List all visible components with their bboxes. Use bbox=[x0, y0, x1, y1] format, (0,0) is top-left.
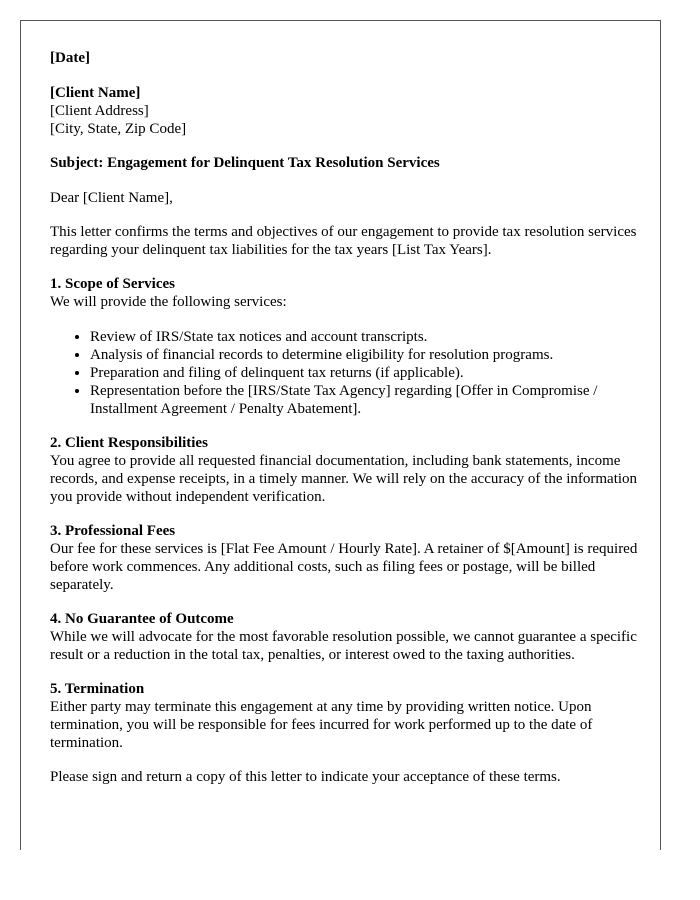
section-heading: 5. Termination bbox=[50, 681, 145, 697]
section-no-guarantee bbox=[50, 610, 645, 664]
closing-paragraph: Please sign and return a copy of this letter to indicate your acceptance of these terms. bbox=[50, 769, 561, 785]
intro-paragraph: This letter confirms the terms and objectives of our engagement to provide tax resolution services regarding your delinquent tax liabilities for the tax years [List Tax Years]. bbox=[50, 224, 637, 258]
list-item: • Representation before the [IRS/State Tax Agency] regarding [Offer in Compromise / Installment Agreement / Penalty Abatement]. bbox=[90, 382, 645, 418]
section-body: Our fee for these services is [Flat Fee Amount / Hourly Rate]. A retainer of $[Amount] is required before work commences. Any additional costs, such as filing fees or postage, will be billed separately. bbox=[50, 541, 638, 593]
client-name: [Client Name] bbox=[50, 85, 141, 101]
client-address-block bbox=[50, 84, 645, 138]
section-scope-of-services bbox=[50, 275, 645, 418]
letter-content bbox=[50, 49, 645, 786]
client-address: [Client Address] bbox=[50, 103, 149, 119]
section-termination bbox=[50, 680, 645, 752]
section-body: While we will advocate for the most favorable resolution possible, we cannot guarantee a specific result or a reduction in the total tax, penalties, or interest owed to the taxing authorities. bbox=[50, 629, 637, 663]
section-body: We will provide the following services: bbox=[50, 294, 287, 310]
section-heading: 2. Client Responsibilities bbox=[50, 435, 208, 451]
client-city-state-zip: [City, State, Zip Code] bbox=[50, 121, 187, 137]
section-professional-fees bbox=[50, 522, 645, 594]
section-body: You agree to provide all requested financial documentation, including bank statements, income records, and expense receipts, in a timely manner. We will rely on the accuracy of the information you provide without independent verification. bbox=[50, 453, 638, 505]
list-item: • Analysis of financial records to determine eligibility for resolution programs. bbox=[90, 346, 645, 364]
section-heading: 1. Scope of Services bbox=[50, 276, 175, 292]
section-heading: 3. Professional Fees bbox=[50, 523, 176, 539]
services-list bbox=[50, 328, 645, 418]
letter-subject: Subject: Engagement for Delinquent Tax Resolution Services bbox=[50, 155, 440, 171]
letter-date: [Date] bbox=[50, 50, 90, 66]
section-client-responsibilities bbox=[50, 434, 645, 506]
section-body: Either party may terminate this engagement at any time by providing written notice. Upon termination, you will be responsible for fees incurred for work performed up to the date of termination. bbox=[50, 699, 593, 751]
section-heading: 4. No Guarantee of Outcome bbox=[50, 611, 234, 627]
letter-page bbox=[20, 20, 661, 850]
list-item: • Review of IRS/State tax notices and account transcripts. bbox=[90, 328, 645, 346]
list-item: • Preparation and filing of delinquent tax returns (if applicable). bbox=[90, 364, 645, 382]
salutation: Dear [Client Name], bbox=[50, 190, 173, 206]
